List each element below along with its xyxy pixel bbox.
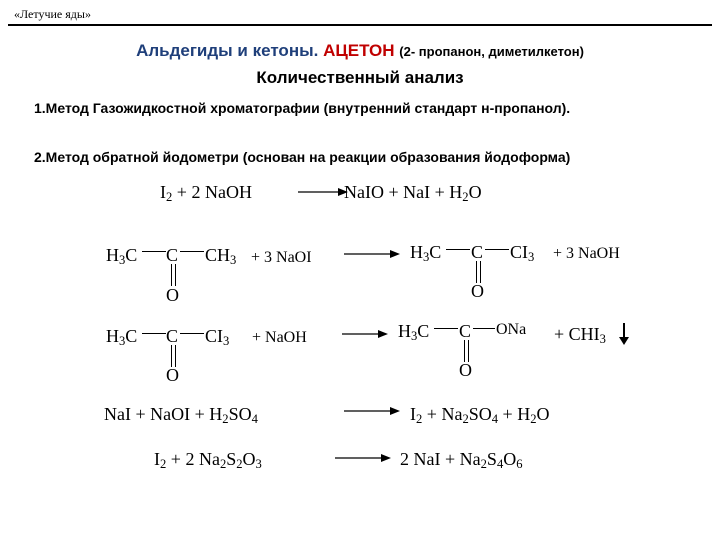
method-2-text: 2.Метод обратной йодометри (основан на реакции образования йодоформа)	[34, 149, 571, 165]
r3-right-carbonyl-carbon: C	[459, 321, 472, 341]
r3-right-oxygen: O	[459, 360, 472, 380]
r3-left-double-bond	[171, 345, 176, 367]
reaction-1-rhs: NaIO + NaI + $H_2O$	[344, 182, 482, 205]
r3-right-bond-1	[434, 328, 458, 329]
r2-product-extra: + 3 NaOH	[553, 245, 620, 262]
r2-right-bond-2	[485, 249, 509, 250]
title-highlight: АЦЕТОН	[323, 41, 395, 60]
r2-reagent: + 3 NaOI	[251, 249, 312, 266]
reaction-1-arrow	[298, 186, 348, 198]
r2-left-oxygen: O	[166, 285, 179, 305]
r2-left-bond-2	[180, 251, 204, 252]
r2-left-double-bond	[171, 264, 176, 286]
method-1-text: 1.Метод Газожидкостной хроматографии (внутренний стандарт н-пропанол).	[34, 100, 571, 116]
reaction-4-arrow	[344, 405, 400, 417]
r3-reagent: + NaOH	[252, 329, 307, 346]
r2-right-triiodomethyl: $CI_3$	[510, 242, 535, 265]
precipitate-arrow-icon	[623, 323, 625, 343]
title-main: Альдегиды и кетоны.	[136, 41, 319, 60]
page-title	[0, 41, 720, 61]
r3-left-bond-2	[180, 333, 204, 334]
r3-left-bond-1	[142, 333, 166, 334]
r3-right-bond-2	[473, 328, 495, 329]
reaction-1-lhs: $I_2 + 2$ NaOH	[160, 182, 252, 205]
header-divider	[8, 24, 712, 26]
r2-right-double-bond	[476, 261, 481, 283]
r2-right-oxygen: O	[471, 281, 484, 301]
header-label: «Летучие яды»	[14, 7, 91, 21]
reaction-5-arrow	[335, 452, 391, 464]
r2-right-carbonyl-carbon: C	[471, 242, 484, 262]
r2-left-methyl: $H_3C$	[106, 245, 138, 268]
r3-left-triiodomethyl: $CI_3$	[205, 326, 230, 349]
r3-left-oxygen: O	[166, 365, 179, 385]
r3-left-methyl: $H_3C$	[106, 326, 138, 349]
reaction-2-arrow	[344, 248, 400, 260]
title-paren: (2- пропанон, диметилкетон)	[399, 44, 584, 59]
reaction-5-rhs: 2 NaI + $Na_2S_4O_6$	[400, 449, 523, 472]
r2-right-bond-1	[446, 249, 470, 250]
r3-iodoform: + $CHI_3$	[554, 324, 606, 347]
r3-left-carbonyl-carbon: C	[166, 326, 179, 346]
r2-right-methyl: $H_3C$	[410, 242, 442, 265]
r3-right-sodium-oxide: ONa	[496, 321, 527, 338]
reaction-4-rhs: $I_2 + Na_2SO_4 + H_2O$	[410, 404, 550, 427]
reaction-3-arrow	[342, 328, 388, 340]
reaction-4-lhs: NaI + NaOI + $H_2SO_4$	[104, 404, 258, 427]
r3-right-methyl: $H_3C$	[398, 321, 430, 344]
r3-right-double-bond	[464, 340, 469, 362]
r2-left-bond-1	[142, 251, 166, 252]
page-subtitle: Количественный анализ	[256, 68, 464, 87]
reaction-5-lhs: $I_2 + 2$ $Na_2S_2O_3$	[154, 449, 262, 472]
r2-left-carbonyl-carbon: C	[166, 245, 179, 265]
r2-left-methyl-2: $CH_3$	[205, 245, 237, 268]
